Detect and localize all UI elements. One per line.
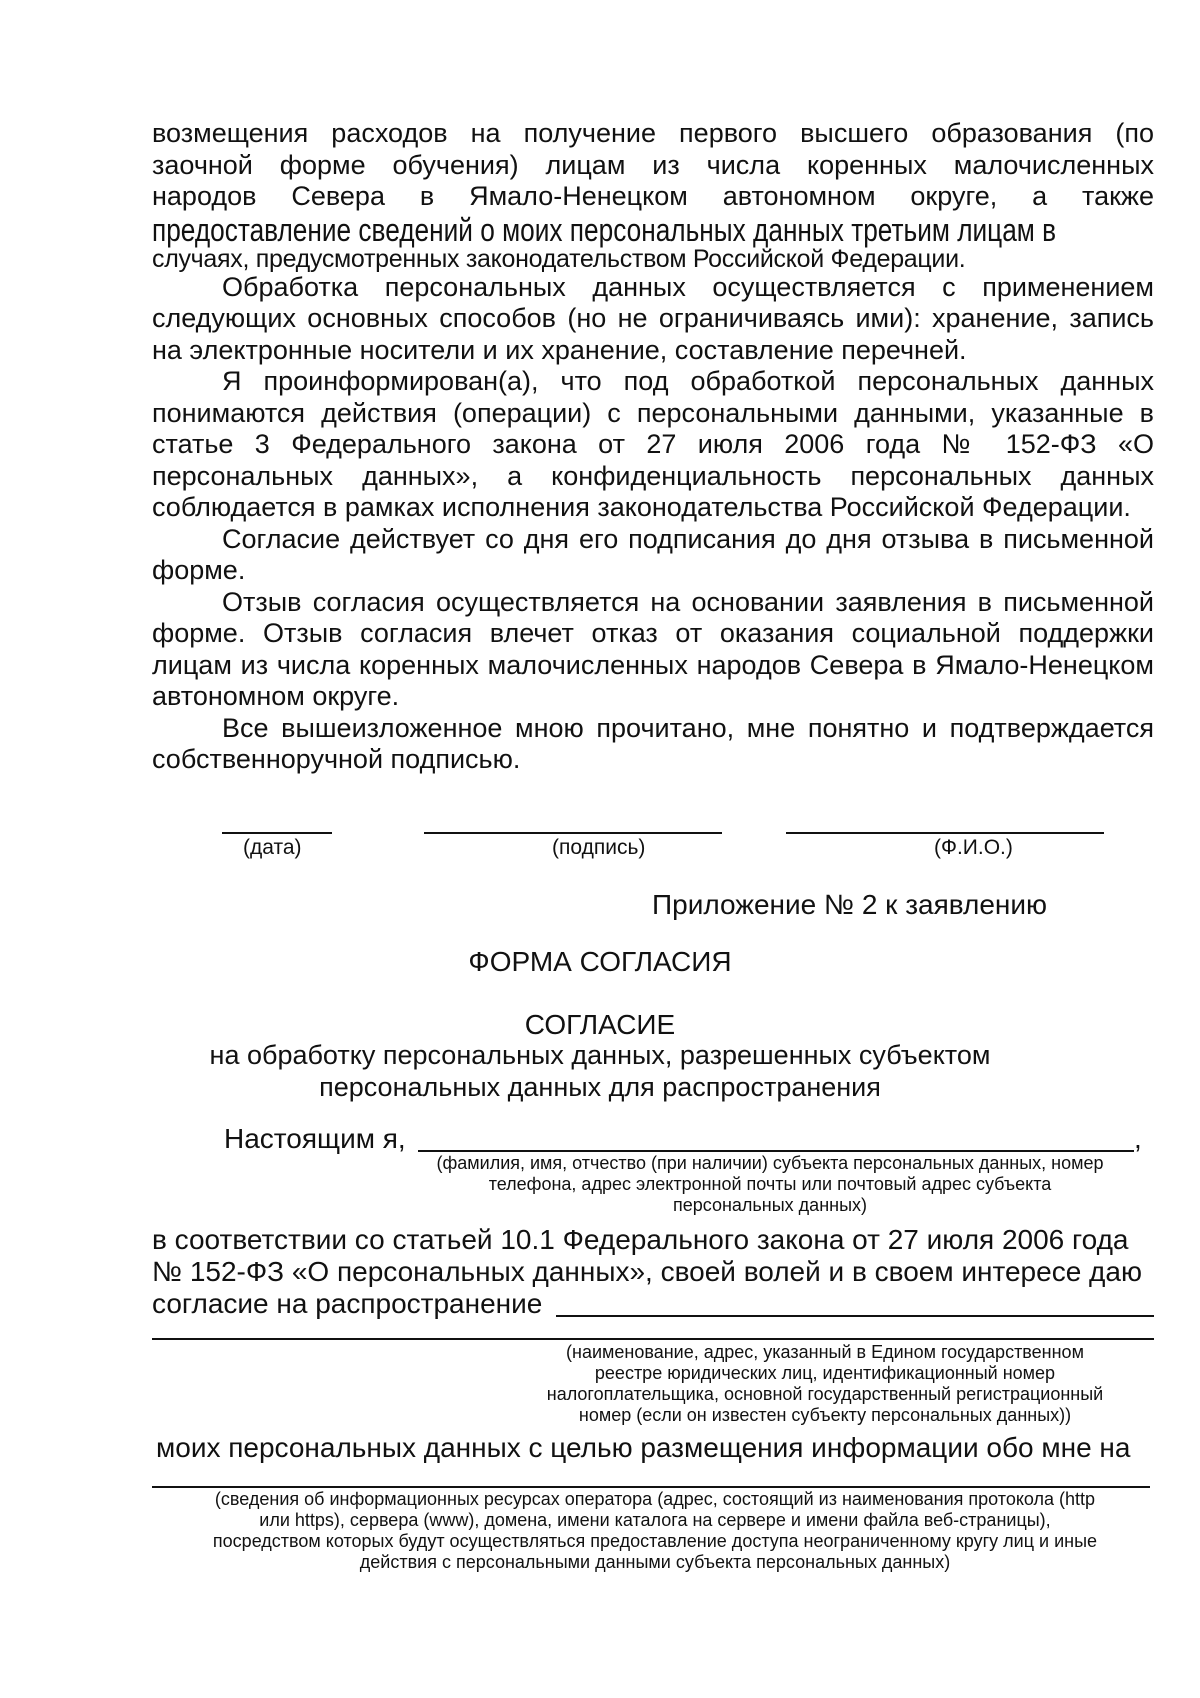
- appendix-label: Приложение № 2 к заявлению: [652, 889, 1048, 920]
- subject-hint: персональных данных): [672, 1195, 868, 1215]
- full-name-caption: (Ф.И.О.): [934, 836, 1013, 859]
- text-line: случаях, предусмотренных законодательством Российской Федерации.: [152, 244, 966, 273]
- resources-hint: (сведения об информационных ресурсах оператора (адрес, состоящий из наименования протокола (http: [214, 1489, 1096, 1509]
- date-caption: (дата): [243, 836, 302, 859]
- text-line: народов Севера в Ямало-Ненецком автономном округе, а также: [152, 181, 1154, 211]
- consent-subtitle: на обработку персональных данных, разрешенных субъектом: [209, 1040, 991, 1070]
- text-line-wrap: [152, 245, 1154, 272]
- law-text-line: в соответствии со статьей 10.1 Федерального закона от 27 июля 2006 года: [152, 1224, 1129, 1255]
- paragraph-confirm: Все вышеизложенное мною прочитано, мне понятно и подтверждается собственноручной подписью.: [152, 712, 1154, 774]
- paragraph-informed: Я проинформирован(а), что под обработкой персональных данных понимаются действия (операции) с персональными данными, указанные в статье 3 Федерального закона от 27 июля 2006 года № 152-ФЗ «О персональных данных», а конфиденциальность персональных данных соблюдается в рамках исполнения законодательства Российской Федерации.: [152, 366, 1154, 522]
- intro-text: Настоящим я,: [224, 1123, 406, 1154]
- text-line: заочной форме обучения) лицам из числа коренных малочисленных: [152, 149, 1154, 180]
- consent-continuation: [152, 118, 1154, 776]
- operator-hint: налогоплательщика, основной государственный регистрационный: [546, 1384, 1104, 1404]
- form-title: ФОРМА СОГЛАСИЯ: [468, 946, 732, 977]
- subject-hint: телефона, адрес электронной почты или почтовый адрес субъекта: [488, 1174, 1052, 1194]
- operator-hint: (наименование, адрес, указанный в Едином государственном: [566, 1342, 1084, 1362]
- date-signature-line: [222, 832, 332, 834]
- subject-fill-line: [418, 1150, 1134, 1152]
- distribution-fill-line: [556, 1315, 1154, 1317]
- law-text-line: согласие на распространение: [152, 1288, 543, 1319]
- signature-line: [424, 832, 722, 834]
- name-signature-line: [786, 832, 1104, 834]
- paragraph-methods: Обработка персональных данных осуществляется с применением следующих основных способов (но не ограничиваясь ими): хранение, запись на электронные носители и их хранение, составление перечней.: [152, 271, 1154, 365]
- operator-hint: номер (если он известен субъекту персональных данных)): [578, 1405, 1072, 1425]
- operator-fill-line: [152, 1338, 1154, 1340]
- purpose-text: моих персональных данных с целью размещения информации обо мне на: [156, 1432, 1131, 1463]
- intro-comma: ,: [1134, 1123, 1142, 1154]
- paragraph-revocation: Отзыв согласия осуществляется на основании заявления в письменной форме. Отзыв согласия влечет отказ от оказания социальной поддержки лицам из числа коренных малочисленных народов Севера в Ямало-Ненецком автономном округе.: [152, 586, 1154, 711]
- consent-title: СОГЛАСИЕ: [524, 1009, 676, 1040]
- consent-subtitle: персональных данных для распространения: [319, 1072, 881, 1102]
- resources-hint: или https), сервера (www), домена, имени каталога на сервере и имени файла веб-страницы),: [259, 1510, 1051, 1530]
- resources-fill-line: [152, 1486, 1150, 1488]
- subject-hint: (фамилия, имя, отчество (при наличии) субъекта персональных данных, номер: [436, 1153, 1104, 1173]
- law-text-line: № 152-ФЗ «О персональных данных», своей волей и в своем интересе даю: [152, 1256, 1142, 1287]
- resources-hint: действия с персональными данными субъекта персональных данных): [359, 1552, 951, 1572]
- signature-caption: (подпись): [552, 836, 646, 859]
- resources-hint: посредством которых будут осуществляться предоставление доступа неограниченному кругу лиц и иные: [212, 1531, 1098, 1551]
- text-line: предоставление сведений о моих персональных данных третьим лицам в: [152, 211, 1057, 248]
- paragraph-validity: Согласие действует со дня его подписания до дня отзыва в письменной форме.: [152, 523, 1154, 585]
- operator-hint: реестре юридических лиц, идентификационный номер: [594, 1363, 1056, 1383]
- text-line: возмещения расходов на получение первого высшего образования (по: [152, 118, 1154, 148]
- text-line-wrap: [152, 211, 1154, 248]
